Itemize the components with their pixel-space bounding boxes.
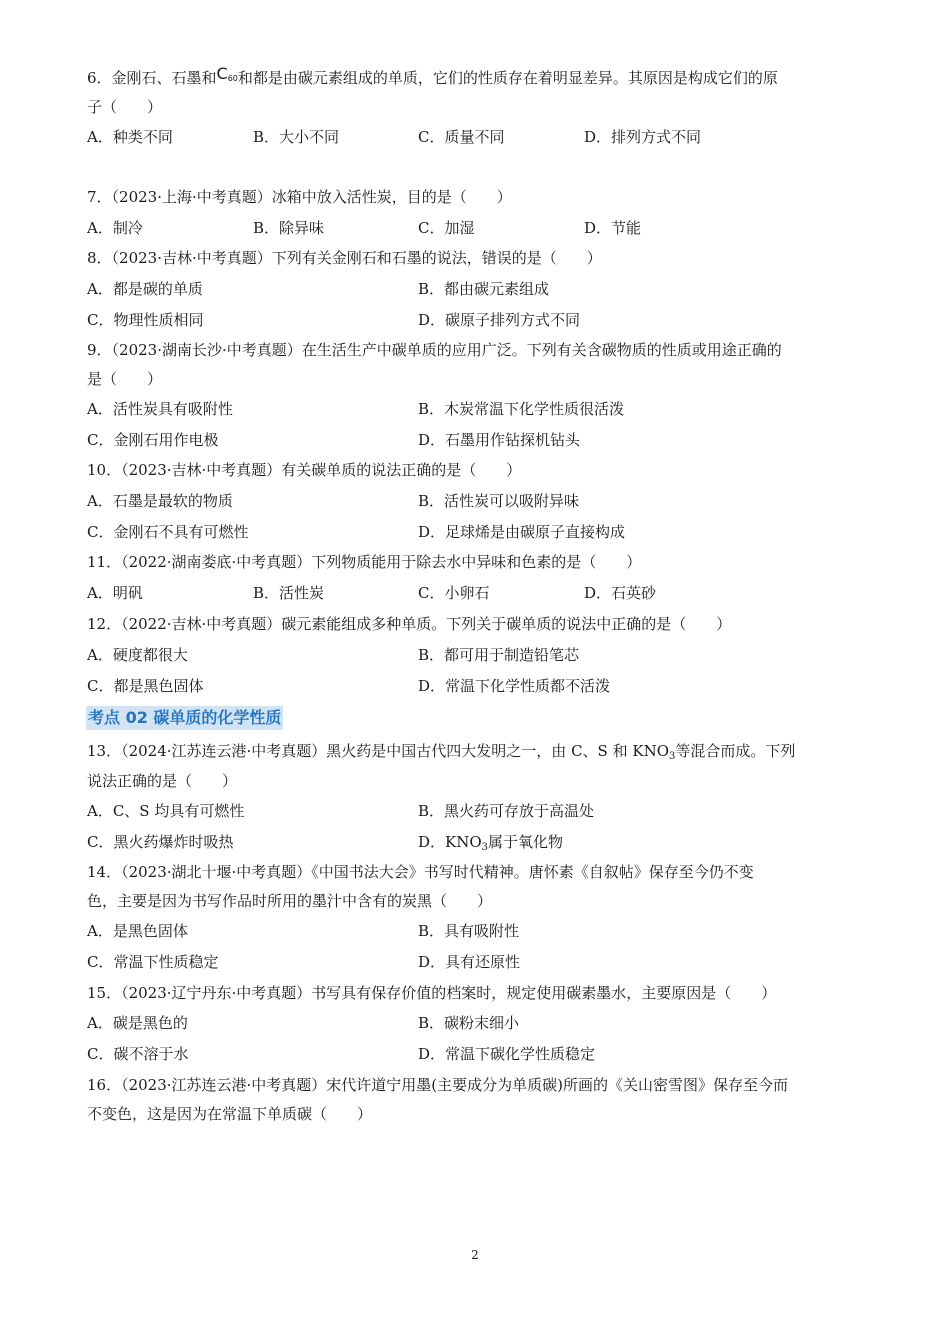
q11-option-c: C．小卵石 (418, 584, 490, 602)
q8-option-d: D．碳原子排列方式不同 (418, 311, 581, 329)
q9-stem: 9．（2023·湖南长沙·中考真题）在生活生产中碳单质的应用广泛。下列有关含碳物质的性质或用途正确的 (87, 341, 782, 359)
q14-option-d: D．具有还原性 (418, 953, 521, 971)
q13-option-a: A．C、S 均具有可燃性 (87, 802, 245, 820)
q11-option-d: D．石英砂 (584, 584, 657, 602)
q12-option-b: B．都可用于制造铅笔芯 (418, 646, 580, 664)
c60-formula: C60 (216, 64, 238, 83)
q10-option-c: C．金刚石不具有可燃性 (87, 523, 249, 541)
q13-option-b: B．黑火药可存放于高温处 (418, 802, 595, 820)
q15-option-a: A．碳是黑色的 (87, 1014, 188, 1032)
q15-option-b: B．碳粉末细小 (418, 1014, 520, 1032)
q10-option-a: A．石墨是最软的物质 (87, 492, 233, 510)
q14-stem: 14．（2023·湖北十堰·中考真题）《中国书法大会》书写时代精神。唐怀素《自叙帖》保存至今仍不变 (87, 863, 754, 881)
q12-option-c: C．都是黑色固体 (87, 677, 204, 695)
q9-option-c: C．金刚石用作电极 (87, 431, 219, 449)
q13-option-d: D．$KNO_3$属于氧化物 (418, 833, 564, 853)
q6-option-d: D．排列方式不同 (584, 128, 702, 146)
q7-stem: 7．（2023·上海·中考真题）冰箱中放入活性炭，目的是（ ） (87, 188, 512, 206)
q10-stem: 10．（2023·吉林·中考真题）有关碳单质的说法正确的是（ ） (87, 461, 522, 479)
q8-option-c: C．物理性质相同 (87, 311, 204, 329)
q11-option-b: B．活性炭 (253, 584, 325, 602)
q7-option-c: C．加湿 (418, 219, 475, 237)
q6-option-a: A．种类不同 (87, 128, 173, 146)
q9-option-a: A．活性炭具有吸附性 (87, 400, 233, 418)
q6-option-b: B．大小不同 (253, 128, 340, 146)
q16-stem: 16．（2023·江苏连云港·中考真题）宋代许道宁用墨(主要成分为单质碳)所画的《关山密雪图》保存至今而 (87, 1076, 789, 1094)
q8-option-a: A．都是碳的单质 (87, 280, 203, 298)
q14-stem-line2: 色，主要是因为书写作品时所用的墨汁中含有的炭黑（ ） (87, 892, 493, 910)
q10-option-d: D．足球烯是由碳原子直接构成 (418, 523, 626, 541)
q13-option-c: C．黑火药爆炸时吸热 (87, 833, 234, 851)
q13-stem-line2: 说法正确的是（ ） (87, 772, 238, 790)
q8-option-b: B．都由碳元素组成 (418, 280, 550, 298)
q14-option-a: A．是黑色固体 (87, 922, 188, 940)
q16-stem-line2: 不变色，这是因为在常温下单质碳（ ） (87, 1105, 373, 1123)
q9-option-b: B．木炭常温下化学性质很活泼 (418, 400, 625, 418)
q7-option-a: A．制冷 (87, 219, 143, 237)
q14-option-b: B．具有吸附性 (418, 922, 520, 940)
q13-stem: 13．（2024·江苏连云港·中考真题）黑火药是中国古代四大发明之一，由 C、S 和 $KNO_3$等混合而成。下列 (87, 742, 796, 762)
q7-option-b: B．除异味 (253, 219, 325, 237)
q12-stem: 12．（2022·吉林·中考真题）碳元素能组成多种单质。下列关于碳单质的说法中正确的是（ ） (87, 615, 732, 633)
q12-option-a: A．硬度都很大 (87, 646, 188, 664)
q10-option-b: B．活性炭可以吸附异味 (418, 492, 580, 510)
q14-option-c: C．常温下性质稳定 (87, 953, 219, 971)
q6-option-c: C．质量不同 (418, 128, 505, 146)
q8-stem: 8．（2023·吉林·中考真题）下列有关金刚石和石墨的说法，错误的是（ ） (87, 249, 602, 267)
section-header: 考点 02 碳单质的化学性质 (86, 706, 283, 730)
q11-option-a: A．明矾 (87, 584, 143, 602)
q6-stem-line2: 子（ ） (87, 98, 163, 116)
q6-stem: 6．金刚石、石墨和C60和都是由碳元素组成的单质，它们的性质存在着明显差异。其原因是构成它们的原 (87, 64, 778, 87)
q11-stem: 11．（2022·湖南娄底·中考真题）下列物质能用于除去水中异味和色素的是（ ） (87, 553, 642, 571)
q9-option-d: D．石墨用作钻探机钻头 (418, 431, 581, 449)
q9-stem-line2: 是（ ） (87, 370, 163, 388)
q15-option-c: C．碳不溶于水 (87, 1045, 189, 1063)
q12-option-d: D．常温下化学性质都不活泼 (418, 677, 611, 695)
q7-option-d: D．节能 (584, 219, 642, 237)
q15-option-d: D．常温下碳化学性质稳定 (418, 1045, 596, 1063)
q15-stem: 15．（2023·辽宁丹东·中考真题）书写具有保存价值的档案时，规定使用碳素墨水，主要原因是（ ） (87, 984, 777, 1002)
page-number: 2 (471, 1248, 479, 1262)
